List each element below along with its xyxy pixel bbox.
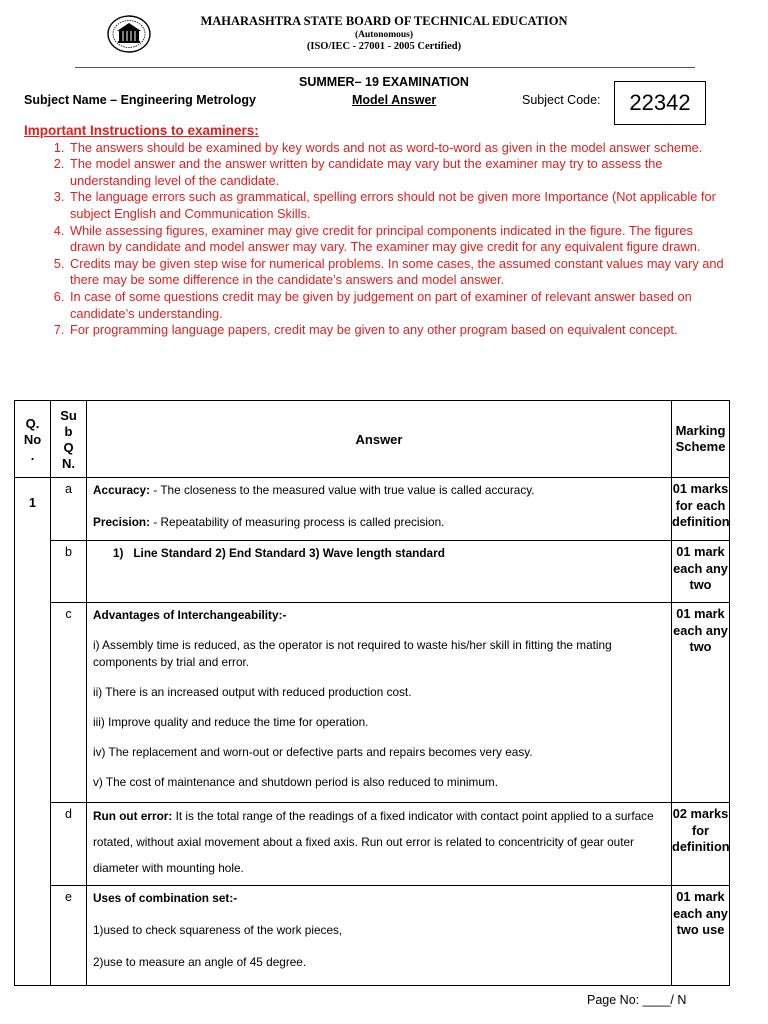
answer-cell: Accuracy: - The closeness to the measured value with true value is called accuracy. Precision: - Repeatability of measuring process is called precision. [87,478,672,541]
answer-cell: Advantages of Interchangeability:- i) Assembly time is reduced, as the operator is not required to waste his/her skill in fitting the mating components by trial and error. ii) There is an increased output with reduced production cost. iii) Improve quality and reduce the time for operation. iv) The replacement and worn-out or defective parts and repairs becomes very easy. v) The cost of maintenance and shutdown period is also reduced to minimum. [87,603,672,803]
answer-table [14,400,730,986]
table-row [15,803,730,886]
instruction-item: 2. The model answer and the answer written by candidate may vary but the examiner may try to assess the understanding level of the candidate. [68,156,724,189]
subject-code-label: Subject Code: [522,93,601,107]
question-number: 1 [15,478,51,986]
subq-header: Su b Q N. [51,401,87,478]
subject-code-box: 22342 [614,81,706,125]
answer-cell: Uses of combination set:- 1)used to check squareness of the work pieces, 2)use to measure an angle of 45 degree. [87,886,672,986]
marking-cell: 01 mark each any two use [672,886,730,986]
exam-title: SUMMER– 19 EXAMINATION [299,75,469,89]
instruction-item: 1. The answers should be examined by key words and not as word-to-word as given in the model answer scheme. [68,140,724,157]
marking-cell: 01 marks for each definition [672,478,730,541]
table-row [15,886,730,986]
marking-cell: 01 mark each any two [672,603,730,803]
sub-question-label: d [51,803,87,886]
autonomous-label: (Autonomous) [354,30,414,40]
sub-question-label: c [51,603,87,803]
table-row [15,603,730,803]
marking-cell: 02 marks for definition [672,803,730,886]
answer-header: Answer [87,401,672,478]
header-divider [75,67,695,68]
sub-question-label: e [51,886,87,986]
page-number: Page No: ____/ N [587,993,687,1007]
instruction-item: 6. In case of some questions credit may be given by judgement on part of examiner of relevant answer based on candidate’s understanding. [68,289,724,322]
answer-cell: 1) Line Standard 2) End Standard 3) Wave length standard [87,541,672,603]
instructions-list [24,140,724,339]
table-row [15,541,730,603]
document-header [0,14,768,52]
iso-certification: (ISO/IEC - 27001 - 2005 Certified) [306,41,462,52]
instruction-item: 4. While assessing figures, examiner may give credit for principal components indicated in the figure. The figures drawn by candidate and model answer may vary. The examiner may give credit for any equivalent figure drawn. [68,223,724,256]
qno-header: Q. No . [15,401,51,478]
instruction-item: 3. The language errors such as grammatical, spelling errors should not be given more Importance (Not applicable for subject English and Communication Skills. [68,189,724,222]
table-row [15,478,730,541]
marking-cell: 01 mark each any two [672,541,730,603]
examiner-instructions [24,123,724,339]
board-name: MAHARASHTRA STATE BOARD OF TECHNICAL EDUCATION [200,14,568,28]
sub-question-label: b [51,541,87,603]
instructions-title: Important Instructions to examiners: [24,123,259,138]
instruction-item: 5. Credits may be given step wise for numerical problems. In some cases, the assumed constant values may vary and there may be some difference in the candidate’s answers and model answer. [68,256,724,289]
instruction-item: 7. For programming language papers, credit may be given to any other program based on equivalent concept. [68,322,724,339]
subject-name: Subject Name – Engineering Metrology [24,93,256,107]
answer-cell: Run out error: It is the total range of the readings of a fixed indicator with contact point applied to a surface rotated, without axial movement about a fixed axis. Run out error is related to concentricity of gear outer diameter with mounting hole. [87,803,672,886]
sub-question-label: a [51,478,87,541]
model-answer-label: Model Answer [352,93,437,107]
marking-header: Marking Scheme [672,401,730,478]
table-header-row [15,401,730,478]
